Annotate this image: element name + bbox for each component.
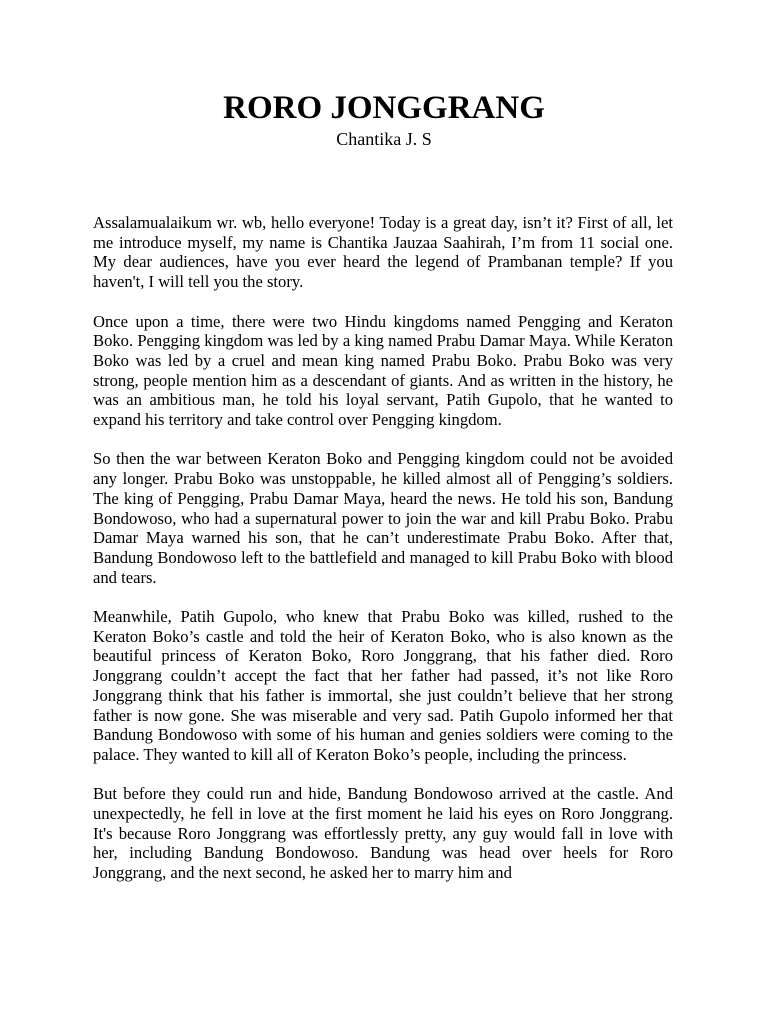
- paragraph-2: Once upon a time, there were two Hindu kingdoms named Pengging and Keraton Boko. Pengging kingdom was led by a king named Prabu Damar Maya. While Keraton Boko was led by a cruel and mean king named Prabu Boko. Prabu Boko was very strong, people mention him as a descendant of giants. And as written in the history, he was an ambitious man, he told his loyal servant, Patih Gupolo, that he wanted to expand his territory and take control over Pengging kingdom.: [93, 311, 673, 430]
- document-title: RORO JONGGRANG: [223, 90, 545, 126]
- paragraph-1: Assalamualaikum wr. wb, hello everyone! Today is a great day, isn’t it? First of all, let me introduce myself, my name is Chantika Jauzaa Saahirah, I’m from 11 social one. My dear audiences, have you ever heard the legend of Prambanan temple? If you haven't, I will tell you the story.: [93, 213, 673, 292]
- paragraph-3: So then the war between Keraton Boko and Pengging kingdom could not be avoided any longer. Prabu Boko was unstoppable, he killed almost all of Pengging’s soldiers. The king of Pengging, Prabu Damar Maya, heard the news. He told his son, Bandung Bondowoso, who had a supernatural power to join the war and kill Prabu Boko. Prabu Damar Maya warned his son, that he can’t underestimate Prabu Boko. After that, Bandung Bondowoso left to the battlefield and managed to kill Prabu Boko with blood and tears.: [93, 449, 673, 587]
- document-author: Chantika J. S: [336, 129, 432, 149]
- document-body: [93, 213, 673, 903]
- paragraph-4: Meanwhile, Patih Gupolo, who knew that Prabu Boko was killed, rushed to the Keraton Boko’s castle and told the heir of Keraton Boko, who is also known as the beautiful princess of Keraton Boko, Roro Jonggrang, that his father died. Roro Jonggrang couldn’t accept the fact that her father had passed, it’s not like Roro Jonggrang think that his father is immortal, she just couldn’t believe that her strong father is now gone. She was miserable and very sad. Patih Gupolo informed her that Bandung Bondowoso with some of his human and genies soldiers were coming to the palace. They wanted to kill all of Keraton Boko’s people, including the princess.: [93, 607, 673, 764]
- paragraph-5: But before they could run and hide, Bandung Bondowoso arrived at the castle. And unexpectedly, he fell in love at the first moment he laid his eyes on Roro Jonggrang. It's because Roro Jonggrang was effortlessly pretty, any guy would fall in love with her, including Bandung Bondowoso. Bandung was head over heels for Roro Jonggrang, and the next second, he asked her to marry him and: [93, 784, 673, 883]
